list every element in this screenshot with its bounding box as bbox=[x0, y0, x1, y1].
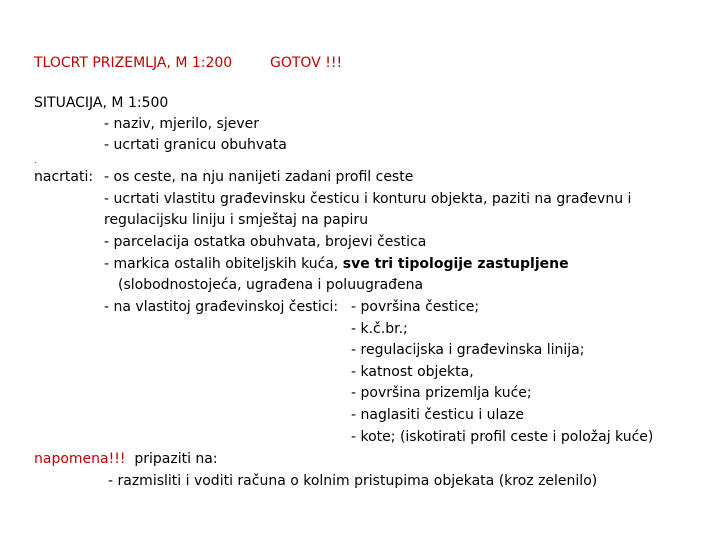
status-label: GOTOV !!! bbox=[270, 55, 343, 71]
cestica-item: - regulacijska i građevinska linija; bbox=[351, 342, 585, 358]
nacrtati-line: - parcelacija ostatka obuhvata, brojevi čestica bbox=[104, 234, 427, 250]
markica-bold: sve tri tipologije zastupljene bbox=[342, 256, 569, 272]
cestica-item: - površina prizemlja kuće; bbox=[351, 385, 532, 401]
situacija-item: - naziv, mjerilo, sjever bbox=[104, 116, 259, 132]
nacrtati-line: regulacijsku liniju i smještaj na papiru bbox=[104, 212, 369, 228]
napomena-line bbox=[34, 450, 218, 468]
tlocrt-heading: TLOCRT PRIZEMLJA, M 1:200 bbox=[34, 55, 233, 71]
cestica-item: - katnost objekta, bbox=[351, 364, 474, 380]
cestica-prefix: - na vlastitoj građevinskoj čestici: bbox=[104, 299, 339, 315]
cestica-item: - k.č.br.; bbox=[351, 321, 408, 337]
situacija-item: - ucrtati granicu obuhvata bbox=[104, 137, 287, 153]
markica-line bbox=[104, 255, 569, 273]
markica-sub: (slobodnostojeća, ugrađena i poluugrađena bbox=[118, 277, 424, 293]
napomena-intro: pripaziti na: bbox=[134, 451, 218, 467]
cestica-item: - kote; (iskotirati profil ceste i položaj kuće) bbox=[351, 429, 654, 445]
napomena-label: napomena!!! bbox=[34, 451, 126, 467]
cestica-item: - naglasiti česticu i ulaze bbox=[351, 407, 524, 423]
cestica-item: - površina čestice; bbox=[351, 299, 480, 315]
napomena-item: - razmisliti i voditi računa o kolnim pristupima objekata (kroz zelenilo) bbox=[108, 473, 598, 489]
nacrtati-label: nacrtati: bbox=[34, 169, 94, 185]
separator-dot: . bbox=[34, 156, 37, 165]
situacija-title: SITUACIJA, M 1:500 bbox=[34, 95, 169, 111]
nacrtati-line: - ucrtati vlastitu građevinsku česticu i konturu objekta, paziti na građevnu i bbox=[104, 191, 632, 207]
nacrtati-line: - os ceste, na nju nanijeti zadani profil ceste bbox=[104, 169, 414, 185]
markica-prefix: - markica ostalih obiteljskih kuća, bbox=[104, 256, 343, 272]
